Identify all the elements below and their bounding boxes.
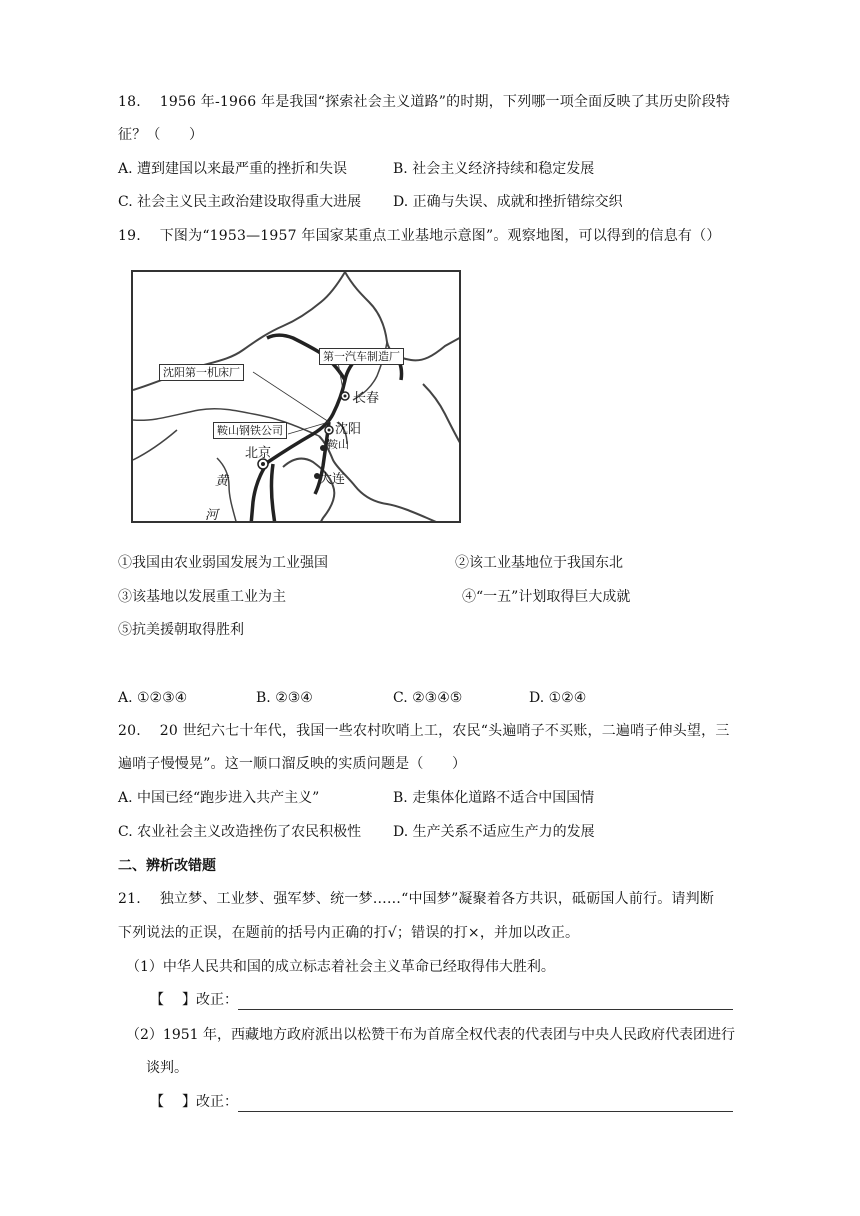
- yellow-river: [217, 458, 237, 523]
- q19-option-c[interactable]: C. ②③④⑤: [393, 690, 463, 706]
- q21-stem-line2: 下列说法的正误，在题前的括号内正确的打√；错误的打×，并加以改正。: [118, 925, 580, 941]
- q21-item-2-line1: （2）1951 年，西藏地方政府派出以松赞干布为首席全权代表的代表团与中央人民政府代表团进行: [126, 1027, 735, 1043]
- q19-statement-3: ③该基地以发展重工业为主: [118, 589, 286, 605]
- q20-option-c[interactable]: C. 农业社会主义改造挫伤了农民积极性: [118, 824, 362, 840]
- anshan-dot: [320, 445, 326, 451]
- leader-line-machine: [253, 372, 329, 422]
- q18-options-row2: [118, 192, 623, 212]
- bracket-open-1: 【: [150, 992, 164, 1008]
- q19-option-d[interactable]: D. ①②④: [529, 690, 587, 706]
- q21-item-2-line2: 谈判。: [146, 1060, 188, 1076]
- q18-options-row1: [118, 159, 594, 179]
- q21-stem-line1: 21. 独立梦、工业梦、强军梦、统一梦……“中国梦”凝聚着各方共识，砥砺国人前行。请判断: [118, 891, 715, 907]
- railway-south-2: [272, 464, 276, 523]
- railway-south-1: [251, 462, 268, 523]
- q18-option-b[interactable]: B. 社会主义经济持续和稳定发展: [393, 161, 595, 177]
- label-he: 河: [205, 508, 219, 523]
- q19-statement-5: ⑤抗美援朝取得胜利: [118, 622, 244, 638]
- q21-answer-row-2: [150, 1092, 733, 1112]
- q20-stem-line2: 遍哨子慢慢晃”。这一顺口溜反映的实质问题是（ ）: [118, 756, 467, 772]
- q19-option-a[interactable]: A. ①②③④: [118, 690, 188, 706]
- label-beijing: 北京: [245, 446, 272, 461]
- q19-option-b[interactable]: B. ②③④: [256, 690, 313, 706]
- section-title: 二、辨析改错题: [118, 858, 216, 874]
- q20-options-row1: [118, 788, 594, 808]
- q20-option-a[interactable]: A. 中国已经“跑步进入共产主义”: [118, 790, 320, 806]
- q19-stem: 19. 下图为“1953—1957 年国家某重点工业基地示意图”。观察地图，可以得到的信息有（）: [118, 228, 721, 244]
- q20-stem-line1: 20. 20 世纪六七十年代，我国一些农村吹哨上工，农民“头遍哨子不买账，二遍哨子伸头望，三: [118, 723, 730, 739]
- q18-stem-line2: 征？（ ）: [118, 127, 204, 143]
- q20-option-b[interactable]: B. 走集体化道路不适合中国国情: [393, 790, 595, 806]
- q19-statement-4: ④“一五”计划取得巨大成就: [462, 589, 631, 605]
- west-border: [133, 430, 177, 460]
- label-changchun: 长春: [353, 391, 380, 406]
- q20-option-d[interactable]: D. 生产关系不适应生产力的发展: [393, 824, 595, 840]
- q18-option-a[interactable]: A. 遭到建国以来最严重的挫折和失误: [118, 161, 348, 177]
- label-huang: 黄: [215, 474, 229, 489]
- korea-border: [423, 384, 461, 448]
- q19-statement-2: ②该工业基地位于我国东北: [455, 555, 623, 571]
- q18-option-d[interactable]: D. 正确与失误、成就和挫折错综交织: [393, 194, 623, 210]
- q18-option-c[interactable]: C. 社会主义民主政治建设取得重大进展: [118, 194, 362, 210]
- label-first-auto: 第一汽车制造厂: [319, 348, 404, 365]
- q19-options: [118, 688, 586, 708]
- correction-line-1[interactable]: [238, 996, 733, 1010]
- label-dalian: 大连: [319, 472, 346, 487]
- bracket-open-2: 【: [150, 1094, 164, 1110]
- correction-line-2[interactable]: [238, 1098, 733, 1112]
- label-anshan: 鞍山: [327, 438, 349, 451]
- bracket-close-1: 】改正：: [182, 992, 238, 1008]
- label-shenyang-machine: 沈阳第一机床厂: [159, 364, 244, 381]
- map-graphic: [133, 272, 461, 523]
- label-anshan-steel: 鞍山钢铁公司: [213, 422, 287, 439]
- bracket-close-2: 】改正：: [182, 1094, 238, 1110]
- q21-answer-row-1: [150, 990, 733, 1010]
- q19-statement-1: ①我国由农业弱国发展为工业强国: [118, 555, 328, 571]
- q18-stem-line1: 18. 1956 年-1966 年是我国“探索社会主义道路”的时期，下列哪一项全面反映了其历史阶段特: [118, 94, 731, 110]
- q21-item-1: （1）中华人民共和国的成立标志着社会主义革命已经取得伟大胜利。: [126, 959, 555, 975]
- label-shenyang: 沈阳: [335, 422, 362, 437]
- q20-options-row2: [118, 822, 595, 842]
- industrial-base-map: [131, 270, 461, 523]
